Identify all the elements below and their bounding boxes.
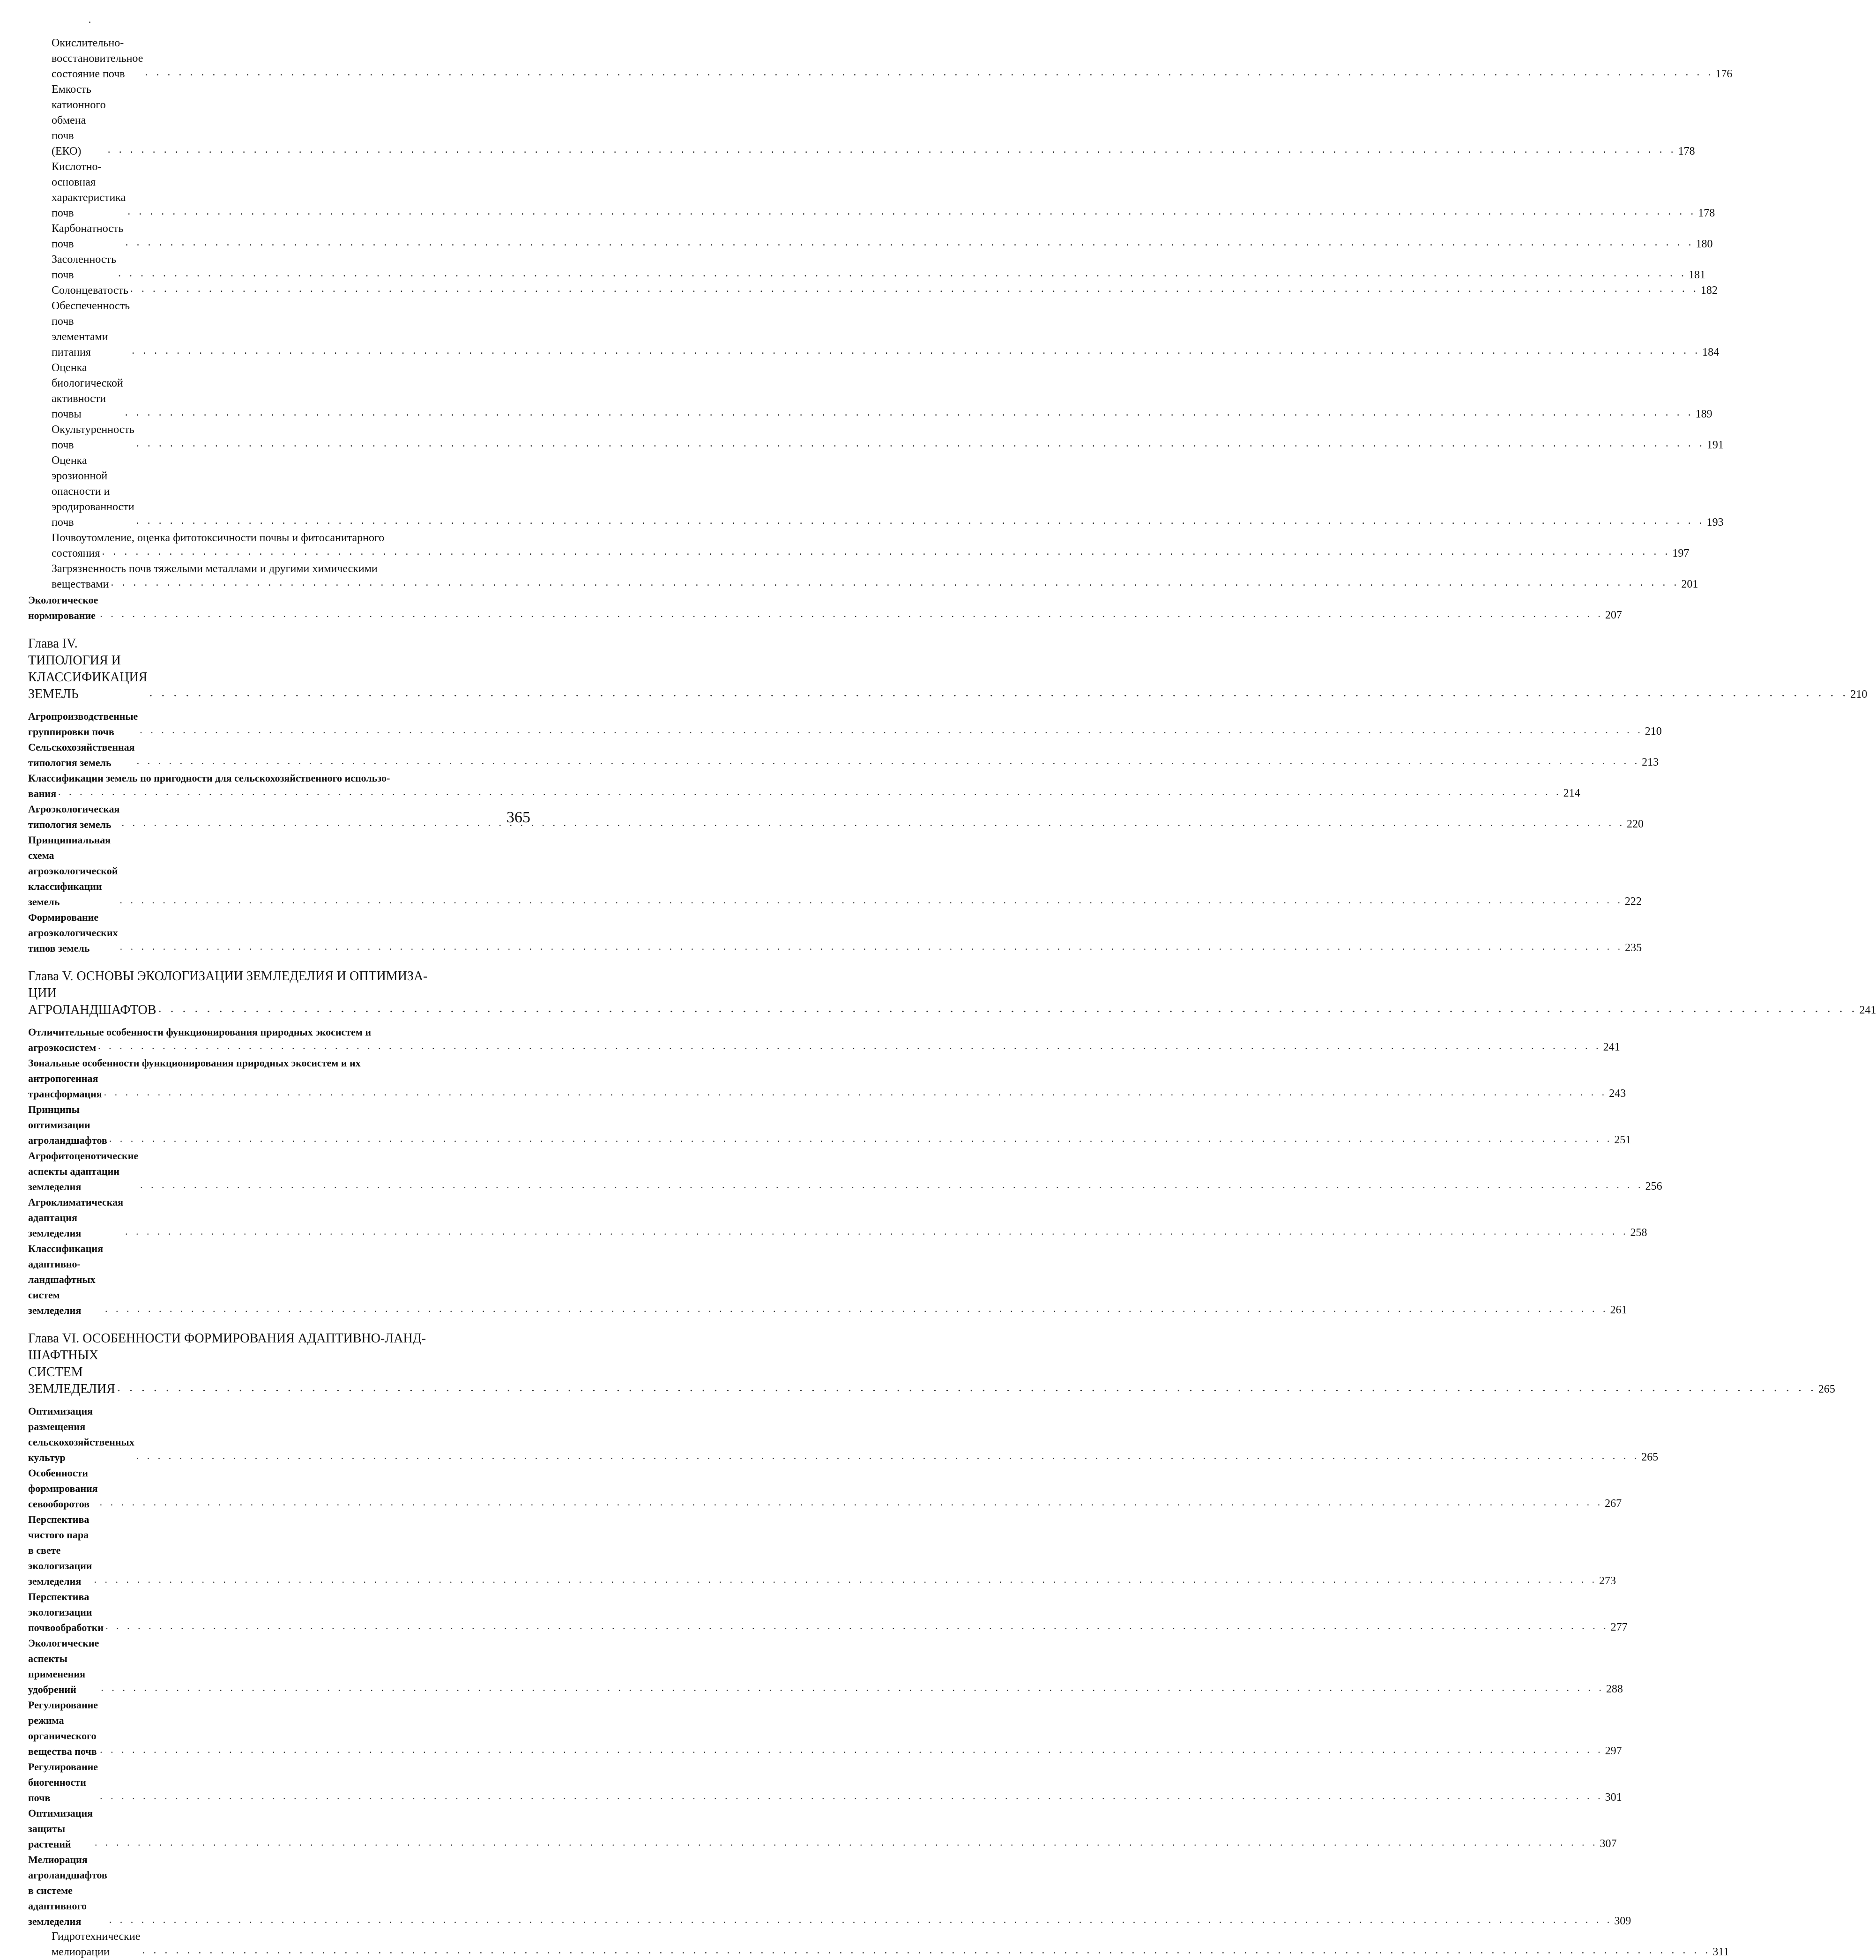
toc-section-page: 258 xyxy=(1630,1225,1647,1241)
toc-leader xyxy=(125,235,1694,250)
toc-entry-page: 176 xyxy=(1715,67,1732,82)
toc-leader xyxy=(105,1618,1609,1633)
toc-section-label: Регулирование биогенности почв xyxy=(28,1759,98,1805)
chapter-title: Глава V. ОСНОВЫ ЭКОЛОГИЗАЦИИ ЗЕМЛЕДЕЛИЯ И ОПТИМИЗА- xyxy=(28,968,427,985)
toc-entry-label: Загрязненность почв тяжелыми металлами и другими химическими xyxy=(52,561,378,577)
toc-entry-label: Кислотно-основная характеристика почв xyxy=(52,159,126,221)
toc-section-label: Принципиальная схема агроэкологической классификации земель xyxy=(28,832,118,909)
toc-entry-label: Обеспеченность почв элементами питания xyxy=(52,298,130,360)
toc-entry-label: состояния xyxy=(52,546,100,561)
toc-section-label: Агроэкологическая типология земель xyxy=(28,801,119,832)
toc-entry-page: 189 xyxy=(1696,407,1712,422)
toc-leader xyxy=(125,1223,1629,1239)
toc-entry xyxy=(28,36,534,82)
toc-leader xyxy=(125,405,1694,420)
toc-section-label: Экологические аспекты применения удобрений xyxy=(28,1635,99,1697)
toc-entry xyxy=(28,360,534,422)
toc-section-label: Мелиорация агроландшафтов в системе адаптивного земледелия xyxy=(28,1852,107,1929)
toc-leader xyxy=(132,343,1700,358)
toc-leader xyxy=(140,722,1643,738)
toc-entry xyxy=(28,1929,534,1960)
toc-section xyxy=(28,1148,534,1194)
chapter-page: 265 xyxy=(1818,1381,1835,1398)
toc-section xyxy=(28,1194,534,1241)
toc-section-label: Классификация адаптивно-ландшафтных систем земледелия xyxy=(28,1241,103,1318)
toc-section-label: Агропроизводственные группировки почв xyxy=(28,708,138,739)
toc-section-page: 243 xyxy=(1609,1086,1626,1102)
toc-section xyxy=(28,1805,534,1852)
toc-leader xyxy=(100,606,1603,621)
toc-entry-label: Оценка эрозионной опасности и эродированности почв xyxy=(52,453,134,530)
toc-leader xyxy=(102,544,1670,559)
toc-entry-label: Окультуренность почв xyxy=(52,422,134,453)
toc-chapter-4 xyxy=(28,635,534,703)
toc-section-page: 222 xyxy=(1625,894,1642,909)
toc-leader xyxy=(158,1000,1857,1017)
toc-entry-page: 180 xyxy=(1696,237,1712,252)
toc-entry xyxy=(28,82,534,159)
toc-section-page: 309 xyxy=(1614,1914,1631,1929)
toc-section-label: Принципы оптимизации агроландшафтов xyxy=(28,1102,107,1148)
toc-leader xyxy=(104,1084,1608,1100)
toc-section-page: 277 xyxy=(1611,1620,1628,1635)
toc-entry-label: Почвоутомление, оценка фитотоксичности почвы и фитосанитарного xyxy=(52,530,384,546)
print-speck xyxy=(89,22,90,23)
toc-section xyxy=(28,1071,534,1102)
toc-entry-page: 182 xyxy=(1701,283,1718,298)
toc-entry-page: 178 xyxy=(1678,144,1695,159)
toc-section-label: Зональные особенности функционирования природных экосистем и их xyxy=(28,1055,361,1071)
toc-entry-page: 193 xyxy=(1707,515,1724,530)
toc-section xyxy=(28,1403,534,1465)
toc-section-label: антропогенная трансформация xyxy=(28,1071,102,1102)
toc-entry xyxy=(28,422,534,453)
toc-leader xyxy=(117,1379,1816,1396)
toc-entry-page: 311 xyxy=(1712,1945,1729,1960)
chapter-page: 241 xyxy=(1859,1002,1876,1019)
toc-entry-page: 178 xyxy=(1698,206,1715,221)
toc-entry-label: Солонцеватость xyxy=(52,283,128,298)
toc-section-wrapped-line xyxy=(28,1055,534,1071)
toc-leader xyxy=(127,204,1696,219)
toc-entry xyxy=(28,221,534,252)
toc-section-label: Оптимизация защиты растений xyxy=(28,1805,93,1852)
toc-section-label: Отличительные особенности функционирования природных экосистем и xyxy=(28,1024,371,1040)
toc-leader xyxy=(108,142,1676,157)
toc-section xyxy=(28,1040,534,1055)
page-number: 365 xyxy=(506,809,530,827)
toc-entry xyxy=(28,159,534,221)
toc-entry-label: Емкость катионного обмена почв (ЕКО) xyxy=(52,82,106,159)
toc-entry xyxy=(28,252,534,283)
toc-section xyxy=(28,786,534,801)
toc-section xyxy=(28,909,534,956)
toc-leader xyxy=(111,575,1679,590)
table-of-contents xyxy=(28,36,534,1960)
toc-leader xyxy=(136,436,1705,451)
chapter-title: Глава VI. ОСОБЕННОСТИ ФОРМИРОВАНИЯ АДАПТИВНО-ЛАНД- xyxy=(28,1330,426,1347)
toc-chapter-6-line xyxy=(28,1330,534,1347)
toc-entry xyxy=(28,283,534,298)
toc-section-label: Оптимизация размещения сельскохозяйственных культур xyxy=(28,1403,134,1465)
toc-section-label: Экологическое нормирование xyxy=(28,592,98,623)
toc-section-page: 307 xyxy=(1600,1836,1617,1852)
toc-leader xyxy=(142,1943,1711,1958)
chapter-title: Глава IV. ТИПОЛОГИЯ И КЛАССИФИКАЦИЯ ЗЕМЕЛЬ xyxy=(28,635,147,703)
toc-leader xyxy=(136,513,1705,529)
toc-section-label: Классификации земель по пригодности для сельскохозяйственного использо- xyxy=(28,770,390,786)
toc-section xyxy=(28,1589,534,1635)
toc-entry-page: 201 xyxy=(1681,577,1698,592)
toc-section xyxy=(28,592,534,623)
toc-section-page: 267 xyxy=(1605,1496,1622,1512)
toc-section-page: 301 xyxy=(1605,1790,1622,1805)
toc-section-label: Особенности формирования севооборотов xyxy=(28,1465,98,1512)
toc-section xyxy=(28,1697,534,1759)
toc-entry-label: Карбонатность почв xyxy=(52,221,123,252)
toc-entry xyxy=(28,298,534,360)
toc-section-page: 207 xyxy=(1605,608,1622,623)
toc-leader xyxy=(140,1177,1644,1192)
toc-entry-page: 181 xyxy=(1689,268,1705,283)
toc-entry-label: Засоленность почв xyxy=(52,252,116,283)
chapter-title: ЦИИ АГРОЛАНДШАФТОВ xyxy=(28,985,156,1019)
toc-section-label: вания xyxy=(28,786,56,801)
toc-section-label: Сельскохозяйственная типология земель xyxy=(28,739,135,770)
toc-leader xyxy=(149,684,1848,701)
toc-chapter-5 xyxy=(28,985,534,1019)
toc-entry xyxy=(28,453,534,530)
toc-section-page: 288 xyxy=(1606,1682,1623,1697)
toc-leader xyxy=(119,892,1623,908)
toc-chapter-5-line xyxy=(28,968,534,985)
toc-section-page: 265 xyxy=(1641,1450,1658,1465)
toc-section-page: 235 xyxy=(1625,940,1642,956)
toc-entry-page: 197 xyxy=(1672,546,1689,561)
toc-leader xyxy=(118,266,1687,281)
toc-leader xyxy=(100,1742,1603,1757)
toc-section-label: агроэкосистем xyxy=(28,1040,96,1055)
toc-leader xyxy=(94,1572,1597,1587)
chapter-page: 210 xyxy=(1850,686,1867,703)
toc-leader xyxy=(58,784,1562,799)
toc-leader xyxy=(109,1912,1613,1927)
toc-entry-label: Гидротехнические мелиорации xyxy=(52,1929,140,1960)
toc-section xyxy=(28,1465,534,1512)
toc-leader xyxy=(121,815,1625,830)
toc-section-page: 213 xyxy=(1642,755,1659,770)
toc-leader xyxy=(137,753,1640,768)
toc-entry-label: Окислительно-восстановительное состояние почв xyxy=(52,36,143,82)
toc-entry-label: веществами xyxy=(52,577,109,592)
toc-leader xyxy=(100,1494,1603,1510)
toc-section xyxy=(28,1241,534,1318)
toc-section xyxy=(28,1852,534,1929)
toc-section-label: Агрофитоценотические аспекты адаптации земледелия xyxy=(28,1148,138,1194)
toc-section-page: 214 xyxy=(1563,786,1580,801)
toc-leader xyxy=(100,1788,1603,1803)
toc-section-label: Перспектива чистого пара в свете экологизации земледелия xyxy=(28,1512,92,1589)
toc-leader xyxy=(120,939,1623,954)
toc-section-page: 241 xyxy=(1603,1040,1620,1055)
print-speck xyxy=(37,811,39,812)
toc-chapter-6 xyxy=(28,1347,534,1398)
toc-section xyxy=(28,1759,534,1805)
toc-section xyxy=(28,739,534,770)
toc-section-label: Перспектива экологизации почвообработки xyxy=(28,1589,104,1635)
toc-section-label: Регулирование режима органического вещества почв xyxy=(28,1697,98,1759)
toc-leader xyxy=(98,1038,1601,1053)
toc-leader xyxy=(130,281,1699,297)
toc-entry xyxy=(28,577,534,592)
toc-section-page: 297 xyxy=(1605,1744,1622,1759)
toc-leader xyxy=(95,1834,1598,1850)
toc-section-page: 251 xyxy=(1614,1133,1631,1148)
toc-entry-page: 184 xyxy=(1702,345,1719,360)
toc-section xyxy=(28,708,534,739)
toc-section-page: 210 xyxy=(1645,724,1662,739)
toc-leader xyxy=(109,1131,1613,1146)
toc-leader xyxy=(101,1680,1604,1695)
chapter-title: ШАФТНЫХ СИСТЕМ ЗЕМЛЕДЕЛИЯ xyxy=(28,1347,115,1398)
toc-section xyxy=(28,1635,534,1697)
toc-section xyxy=(28,801,534,832)
toc-section-page: 273 xyxy=(1599,1573,1616,1589)
toc-leader xyxy=(136,1448,1640,1463)
toc-section xyxy=(28,1102,534,1148)
toc-leader xyxy=(105,1301,1608,1316)
toc-entry xyxy=(28,546,534,561)
toc-entry-page: 191 xyxy=(1707,438,1724,453)
toc-section xyxy=(28,832,534,909)
toc-section-page: 261 xyxy=(1610,1303,1627,1318)
toc-section-label: Формирование агроэкологических типов земель xyxy=(28,909,118,956)
toc-section-page: 220 xyxy=(1627,817,1644,832)
toc-section-page: 256 xyxy=(1645,1179,1662,1194)
toc-section xyxy=(28,1512,534,1589)
toc-entry-label: Оценка биологической активности почвы xyxy=(52,360,123,422)
toc-leader xyxy=(145,65,1713,80)
toc-section-label: Агроклиматическая адаптация земледелия xyxy=(28,1194,123,1241)
